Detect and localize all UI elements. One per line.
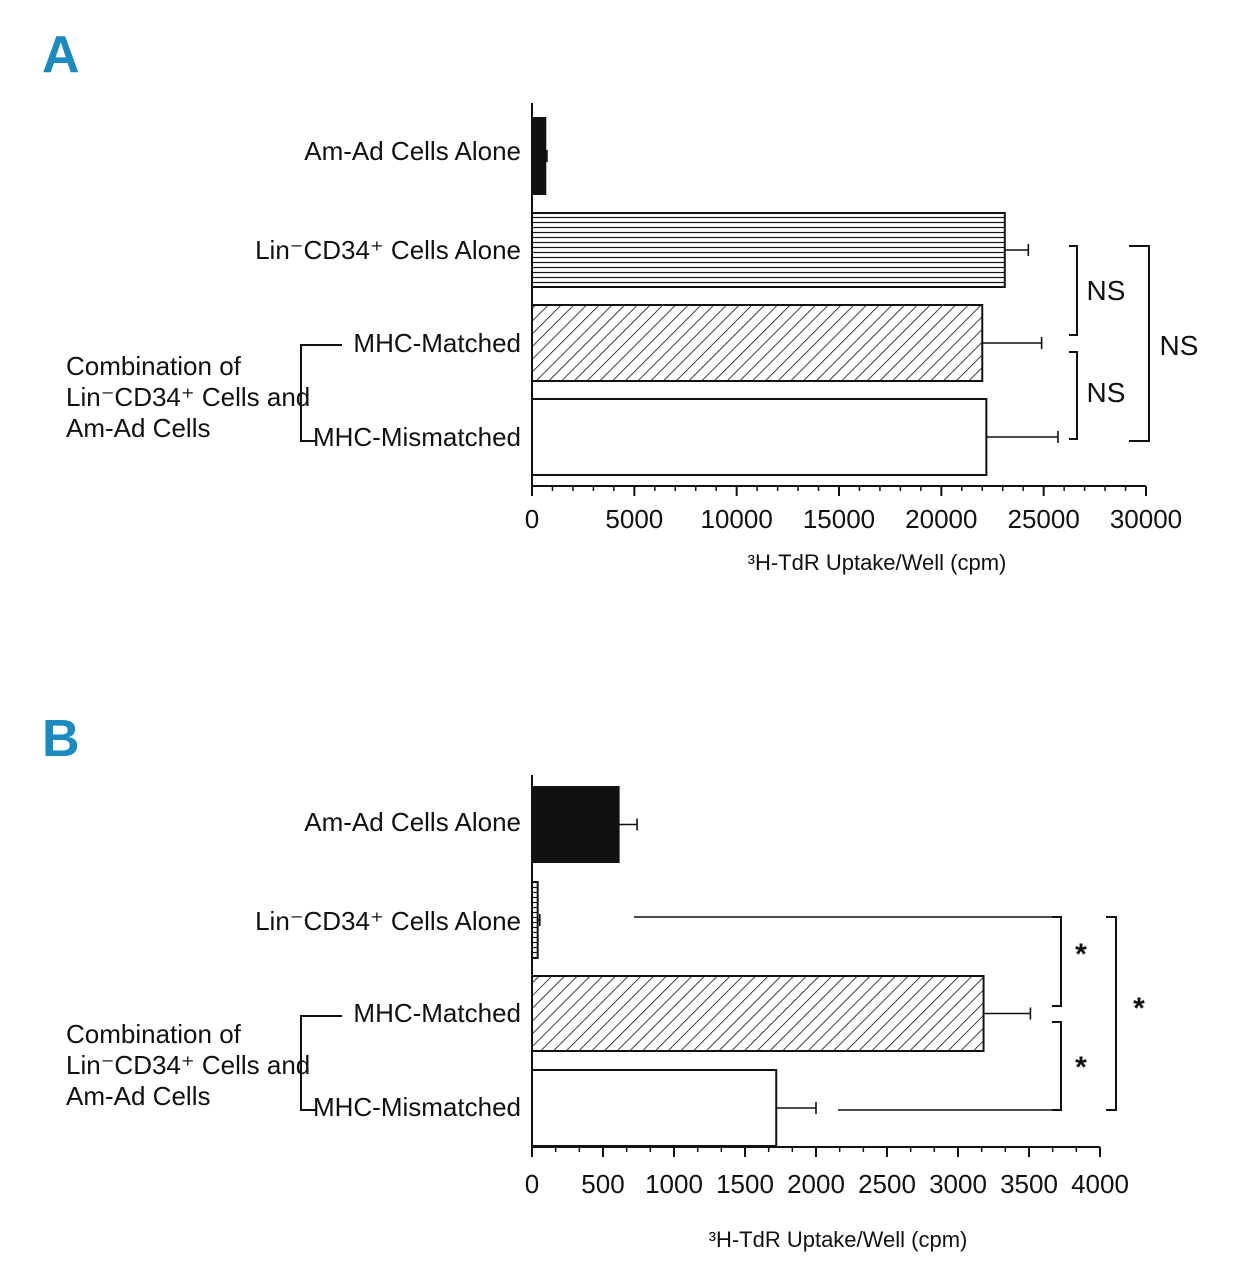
bar [532, 882, 538, 958]
x-tick-label: 0 [524, 504, 540, 534]
x-tick-label: 500 [581, 1169, 625, 1199]
x-tick-label: 4000 [1071, 1169, 1129, 1199]
category-label-mhc-matched: MHC-Matched [353, 328, 521, 358]
x-tick-label: 5000 [605, 504, 664, 534]
x-tick-label: 3500 [1000, 1169, 1058, 1199]
group-label-line-3: Am-Ad Cells [66, 413, 211, 443]
significance-label: * [1075, 1051, 1087, 1084]
significance-label: * [1133, 992, 1145, 1025]
x-tick-label: 0 [524, 1169, 540, 1199]
group-label-line-1: Combination of [66, 351, 241, 381]
significance-bracket [1069, 246, 1077, 335]
significance-bracket [1052, 1022, 1061, 1110]
bar [532, 787, 619, 862]
group-label-line-1: Combination of [66, 1019, 241, 1049]
x-tick-label: 10000 [700, 504, 773, 534]
x-tick-label: 1000 [645, 1169, 703, 1199]
bar [532, 399, 986, 475]
category-label-mhc-mismatched: MHC-Mismatched [312, 422, 521, 452]
bar [532, 1070, 776, 1146]
significance-bracket [1129, 246, 1149, 441]
bar [532, 213, 1005, 287]
panel-a [42, 26, 1198, 575]
category-label-am-ad: Am-Ad Cells Alone [304, 807, 521, 837]
group-label-line-2: Lin⁻CD34⁺ Cells and [66, 1050, 311, 1080]
x-tick-label: 3000 [929, 1169, 987, 1199]
category-label-mhc-matched: MHC-Matched [353, 998, 521, 1028]
x-tick-label: 2500 [858, 1169, 916, 1199]
group-label-line-3: Am-Ad Cells [66, 1081, 211, 1111]
panel-letter-b: B [42, 710, 80, 768]
significance-label: NS [1159, 330, 1199, 361]
significance-label: NS [1086, 275, 1126, 306]
category-label-am-ad: Am-Ad Cells Alone [304, 136, 521, 166]
x-tick-label: 30000 [1109, 504, 1183, 534]
x-tick-label: 2000 [787, 1169, 845, 1199]
significance-label: NS [1086, 377, 1126, 408]
significance-bracket [1069, 352, 1077, 439]
x-tick-label: 25000 [1007, 504, 1080, 534]
panel-b [42, 710, 1145, 1252]
bar [532, 305, 982, 381]
bar [532, 976, 984, 1051]
significance-bracket [1106, 917, 1116, 1110]
bar [532, 118, 545, 194]
significance-bracket [1052, 917, 1061, 1006]
panel-letter-a: A [42, 26, 80, 84]
category-label-mhc-mismatched: MHC-Mismatched [312, 1092, 521, 1122]
group-label-line-2: Lin⁻CD34⁺ Cells and [66, 382, 311, 412]
x-tick-label: 20000 [905, 504, 978, 534]
category-label-lin-cd34: Lin⁻CD34⁺ Cells Alone [255, 906, 521, 936]
significance-label: * [1075, 938, 1087, 971]
x-tick-label: 1500 [716, 1169, 774, 1199]
x-tick-label: 15000 [802, 504, 876, 534]
category-label-lin-cd34: Lin⁻CD34⁺ Cells Alone [255, 235, 521, 265]
x-axis-label: ³H-TdR Uptake/Well (cpm) [708, 1227, 968, 1252]
x-axis-label: ³H-TdR Uptake/Well (cpm) [747, 550, 1007, 575]
